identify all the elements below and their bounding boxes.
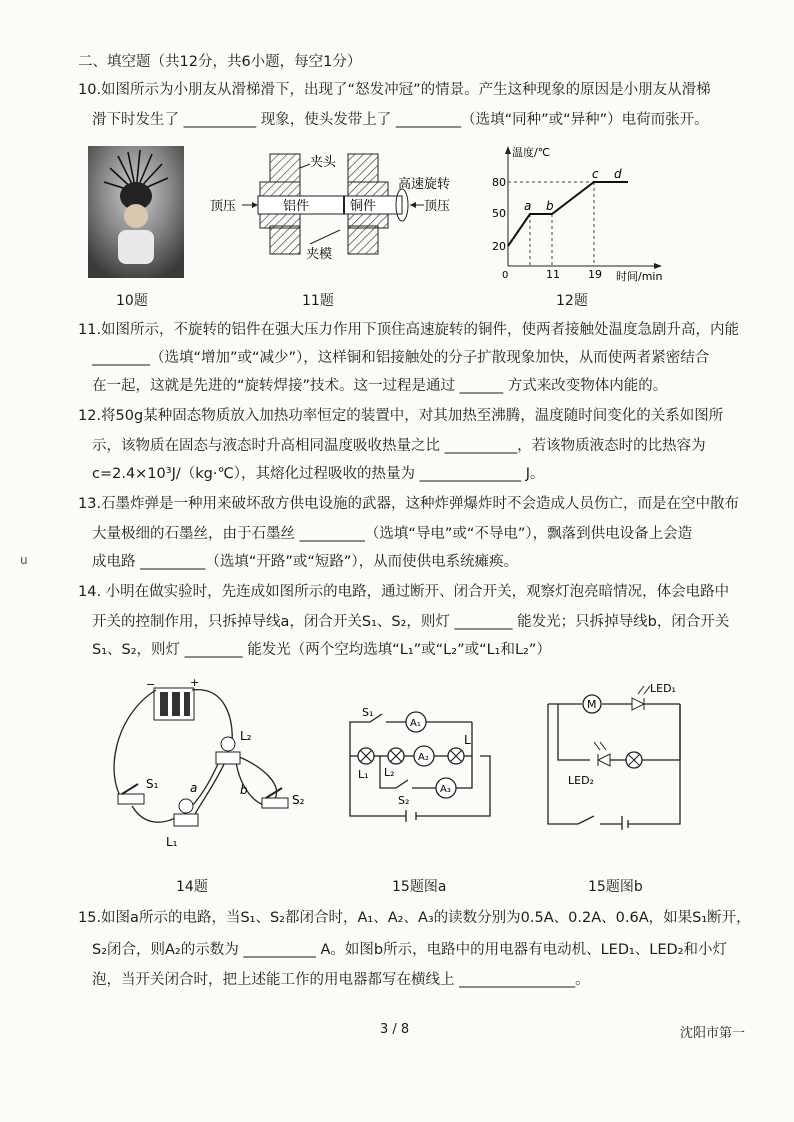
caption-q15a: 15题图a (392, 879, 447, 895)
q10-line-2: 滑下时发生了 __________ 现象，使头发带上了 _________（选填“同种”或“异种”）电荷而张开。 (92, 112, 709, 128)
q15-line-3: 泡，当开关闭合时，把上述能工作的用电器都写在横线上 ________________。 (92, 972, 590, 988)
point-a: a (524, 199, 532, 213)
al-part-label: 铝件 (283, 199, 310, 214)
q11-welding-diagram (210, 146, 482, 266)
motor-label: M (587, 698, 597, 711)
caption-q10: 10题 (116, 293, 148, 309)
q10-photo (88, 146, 184, 278)
rotate-label: 高速旋转 (398, 177, 451, 192)
footer-school: 沈阳市第一 (680, 1026, 746, 1041)
cu-part-label: 铜件 (350, 199, 377, 214)
point-c: c (592, 167, 599, 181)
q12-line-2: 示，该物质在固态与液态时升高相同温度吸收热量之比 __________，若该物质液态时的比热容为 (92, 438, 706, 454)
wire-a-label: a (190, 781, 198, 795)
q14-circuit-drawing (104, 676, 324, 852)
L1-label: L₁ (166, 835, 178, 849)
point-d: d (614, 167, 622, 181)
S2-label: S₂ (292, 793, 305, 807)
q11-line-1: 11.如图所示，不旋转的铝件在强大压力作用下顶住高速旋转的铜件，使两者接触处温度急剧升高，内能 (78, 322, 740, 338)
caption-q12: 12题 (556, 293, 588, 309)
q11-line-2: ________（选填“增加”或“减少”），这样铜和铝接触处的分子扩散现象加快，从而使两者紧密结合 (92, 350, 710, 366)
L2-label: L₂ (240, 729, 252, 743)
A2-label: A₂ (418, 752, 429, 763)
caption-q14: 14题 (176, 879, 208, 895)
LED2-label: LED₂ (568, 774, 594, 787)
q12-line-1: 12.将50g某种固态物质放入加热功率恒定的装置中，对其加热至沸腾，温度随时间变化的关系如图所 (78, 408, 724, 424)
x-tick-0: 0 (502, 270, 509, 281)
L1-label-a: L₁ (358, 768, 369, 781)
q15a-circuit-diagram (340, 700, 500, 830)
page-number: 3 / 8 (380, 1022, 410, 1037)
A3-label: A₃ (440, 784, 451, 795)
L-label-a: L (464, 733, 471, 747)
L2-label-a: L₂ (384, 766, 395, 779)
caption-q15b: 15题图b (588, 879, 643, 895)
x-tick-19: 19 (588, 268, 602, 281)
battery-minus: − (146, 678, 156, 691)
y-tick-50: 50 (492, 207, 506, 220)
q14-line-1: 14. 小明在做实验时，先连成如图所示的电路，通过断开、闭合开关，观察灯泡亮暗情况，体会电路中 (78, 584, 730, 600)
clamp-label: 夹头 (310, 155, 337, 170)
S1-label: S₁ (146, 777, 159, 791)
q14-line-2: 开关的控制作用，只拆掉导线a，闭合开关S₁、S₂，则灯 ________ 能发光；只拆掉导线b，闭合开关 (92, 614, 730, 630)
q13-line-2: 大量极细的石墨丝，由于石墨丝 _________（选填“导电”或“不导电”），飘落到供电设备上会造 (92, 526, 693, 542)
q10-line-1: 10.如图所示为小朋友从滑梯滑下，出现了“怒发冲冠”的情景。产生这种现象的原因是小朋友从滑梯 (78, 82, 711, 98)
A1-label: A₁ (410, 718, 421, 729)
point-b: b (546, 199, 554, 213)
q12-line-3: c=2.4×10³J/（kg·℃），其熔化过程吸收的热量为 ______________ J。 (92, 466, 545, 482)
LED1-label: LED₁ (650, 682, 676, 695)
margin-mark: u (20, 553, 28, 567)
q15-line-1: 15.如图a所示的电路，当S₁、S₂都闭合时，A₁、A₂、A₃的读数分别为0.5A、0.2A、0.6A，如果S₁断开， (78, 910, 751, 926)
q13-line-3: 成电路 _________（选填“开路”或“短路”），从而使供电系统瘫痪。 (92, 554, 519, 570)
press-left-label: 顶压 (210, 199, 237, 214)
y-tick-80: 80 (492, 176, 506, 189)
q13-line-1: 13.石墨炸弹是一种用来破坏敌方供电设施的武器，这种炸弹爆炸时不会造成人员伤亡，而是在空中散布 (78, 496, 740, 512)
wire-b-label: b (240, 783, 248, 797)
q11-line-3: 在一起，这就是先进的“旋转焊接”技术。这一过程是通过 ______ 方式来改变物体内能的。 (92, 378, 668, 394)
q15b-circuit-diagram (540, 680, 690, 830)
q12-temperature-graph (488, 142, 688, 282)
caption-q11: 11题 (302, 293, 334, 309)
x-tick-11: 11 (546, 268, 560, 281)
x-axis-label: 时间/min (616, 270, 663, 282)
battery-plus: + (190, 676, 200, 689)
q14-line-3: S₁、S₂，则灯 ________ 能发光（两个空均选填“L₁”或“L₂”或“L₁和L₂”） (92, 642, 551, 658)
section-title: 二、填空题（共12分，共6小题，每空1分） (78, 54, 362, 70)
y-tick-20: 20 (492, 240, 506, 253)
press-right-label: 顶压 (424, 199, 451, 214)
mold-label: 夹模 (306, 247, 333, 262)
S2-label-a: S₂ (398, 794, 410, 807)
y-axis-label: 温度/℃ (512, 146, 551, 159)
q15-line-2: S₂闭合，则A₂的示数为 __________ A。如图b所示，电路中的用电器有电动机、LED₁、LED₂和小灯 (92, 942, 728, 958)
S1-label-a: S₁ (362, 706, 374, 719)
